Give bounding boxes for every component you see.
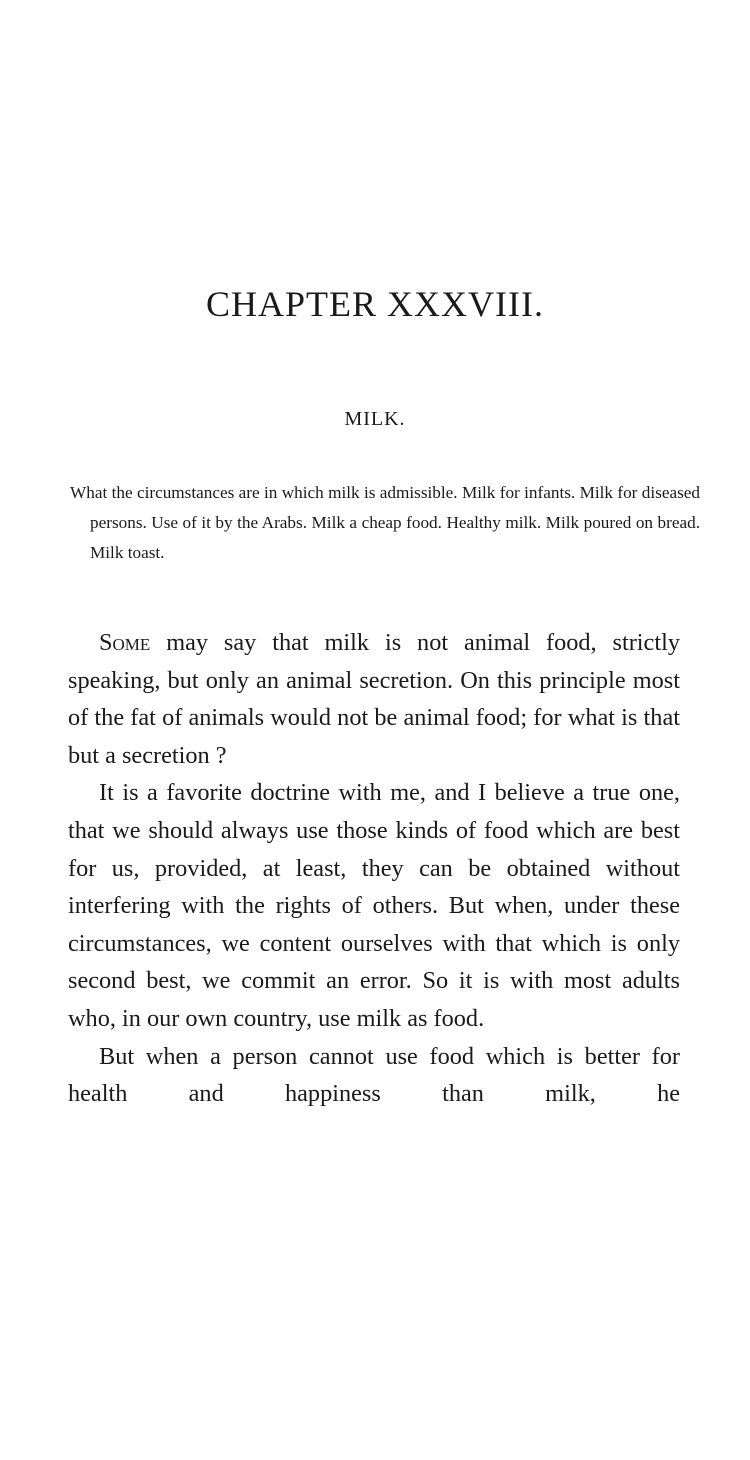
chapter-title: CHAPTER XXXVIII. <box>206 284 544 324</box>
chapter-body <box>68 624 680 1113</box>
body-paragraph-1 <box>68 624 680 774</box>
chapter-subject: MILK. <box>344 408 406 430</box>
paragraph-text: may say that milk is not animal food, strictly speaking, but only an animal secretion. On this principle most of the fat of animals would not be animal food; for what is that but a secretion ? <box>68 629 680 769</box>
drop-word: Some <box>99 629 151 656</box>
body-paragraph-3: But when a person cannot use food which is better for health and happiness than milk, he <box>68 1042 680 1108</box>
body-paragraph-2: It is a favorite doctrine with me, and I believe a true one, that we should always use those kinds of food which are best for us, provided, at least, they can be obtained without interfering with the rights of others. But when, under these circumstances, we content ourselves with that which is only second best, we commit an error. So it is with most adults who, in our own country, use milk as food. <box>68 779 680 1032</box>
chapter-synopsis: What the circumstances are in which milk is admissible. Milk for infants. Milk for diseased persons. Use of it by the Arabs. Milk a cheap food. Healthy milk. Milk poured on bread. Milk toast. <box>70 483 700 562</box>
